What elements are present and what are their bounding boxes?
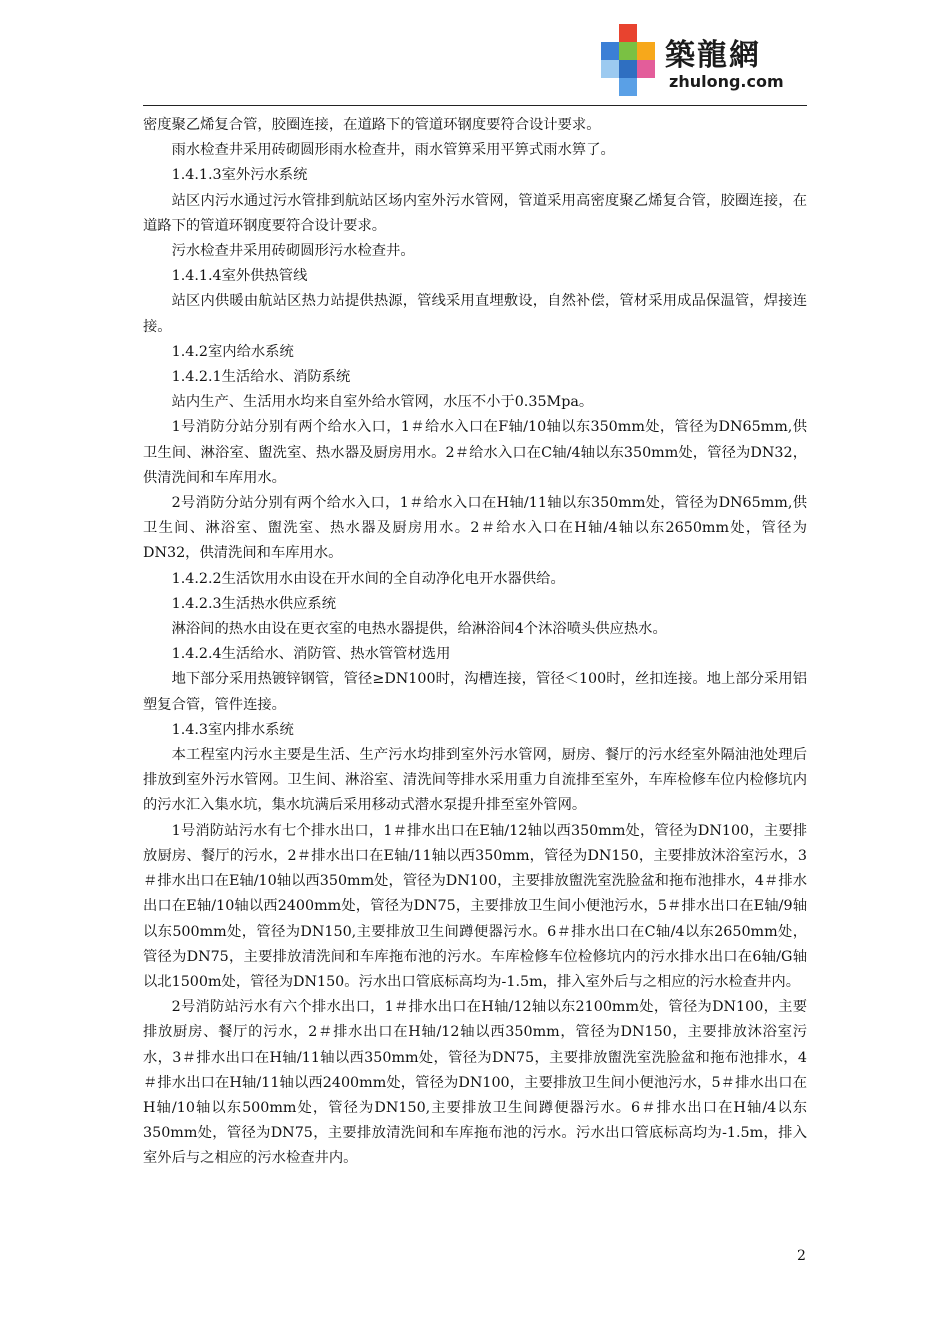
- paragraph: 1.4.1.4室外供热管线: [171, 268, 308, 285]
- paragraph: 淋浴间的热水由设在更衣室的电热水器提供，给淋浴间4个沐浴喷头供应热水。: [171, 621, 667, 638]
- paragraph: 1号消防分站分别有两个给水入口，1＃给水入口在F轴/10轴以东350mm处，管径为DN65mm,供卫生间、淋浴室、盥洗室、热水器及厨房用水。2＃给水入口在C轴/4轴以东350mm处，管径为DN32，供清洗间和车库用水。: [143, 419, 807, 486]
- paragraph: 2号消防分站分别有两个给水入口，1＃给水入口在H轴/11轴以东350mm处，管径为DN65mm,供卫生间、淋浴室、盥洗室、热水器及厨房用水。2＃给水入口在H轴/4轴以东2650mm处，管径为DN32，供清洗间和车库用水。: [143, 495, 807, 562]
- paragraph: 污水检查井采用砖砌圆形污水检查井。: [171, 243, 415, 260]
- document-body: [143, 113, 807, 1172]
- paragraph: 1.4.2.3生活热水供应系统: [171, 595, 336, 612]
- header-divider: [143, 105, 807, 106]
- paragraph: 2号消防站污水有六个排水出口，1＃排水出口在H轴/12轴以东2100mm处，管径为DN100，主要排放厨房、餐厅的污水，2＃排水出口在H轴/12轴以西350mm，管径为DN150，主要排放沐浴室污水，3＃排水出口在H轴/11轴以西350mm处，管径为DN75，主要排放盥洗室洗脸盆和拖布池排水，4＃排水出口在H轴/11轴以西2400mm处，管径为DN100，主要排放卫生间小便池污水，5＃排水出口在H轴/10轴以东500mm处，管径为DN150,主要排放卫生间蹲便器污水。6＃排水出口在H轴/4以东350mm处，管径为DN75，主要排放清洗间和车库拖布池的污水。污水出口管底标高均为-1.5m，排入室外后与之相应的污水检查井内。: [143, 999, 807, 1167]
- paragraph: 1号消防站污水有七个排水出口，1＃排水出口在E轴/12轴以西350mm处，管径为DN100，主要排放厨房、餐厅的污水，2＃排水出口在E轴/11轴以西350mm，管径为DN150，主要排放沐浴室污水，3＃排水出口在E轴/10轴以西350mm处，管径为DN100，主要排放盥洗室洗脸盆和拖布池排水，4＃排水出口在E轴/10轴以西2400mm处，管径为DN75，主要排放卫生间小便池污水，5＃排水出口在E轴/9轴以东500mm处，管径为DN150,主要排放卫生间蹲便器污水。6＃排水出口在C轴/4以东2650mm处，管径为DN75，主要排放清洗间和车库拖布池的污水。车库检修车位检修坑内的污水排水出口在6轴/G轴以北1500m处，管径为DN150。污水出口管底标高均为-1.5m，排入室外后与之相应的污水检查井内。: [143, 822, 807, 990]
- brand-url: zhulong.com: [669, 72, 784, 91]
- paragraph: 1.4.2.4生活给水、消防管、热水管管材选用: [171, 646, 451, 663]
- paragraph: 密度聚乙烯复合管，胶圈连接，在道路下的管道环钢度要符合设计要求。: [143, 117, 601, 133]
- paragraph: 雨水检查井采用砖砌圆形雨水检查井，雨水管箅采用平箅式雨水箅了。: [171, 142, 615, 159]
- paragraph: 站内生产、生活用水均来自室外给水管网，水压不小于0.35Mpa。: [171, 394, 594, 411]
- paragraph: 1.4.1.3室外污水系统: [171, 167, 308, 184]
- cube-logo-icon: [593, 22, 673, 102]
- paragraph: 本工程室内污水主要是生活、生产污水均排到室外污水管网，厨房、餐厅的污水经室外隔油池处理后排放到室外污水管网。卫生间、淋浴室、清洗间等排水采用重力自流排至室外，车库检修车位内检修坑内的污水汇入集水坑，集水坑满后采用移动式潜水泵提升排至室外管网。: [143, 747, 807, 814]
- brand-name: 築龍網: [665, 38, 761, 73]
- paragraph: 1.4.2.2生活饮用水由设在开水间的全自动净化电开水器供给。: [171, 570, 565, 587]
- paragraph: 1.4.2室内给水系统: [171, 343, 294, 360]
- paragraph: 1.4.3室内排水系统: [171, 721, 294, 738]
- paragraph: 站区内污水通过污水管排到航站区场内室外污水管网，管道采用高密度聚乙烯复合管，胶圈连接，在道路下的管道环钢度要符合设计要求。: [143, 192, 807, 234]
- paragraph: 地下部分采用热镀锌钢管，管径≥DN100时，沟槽连接，管径＜100时，丝扣连接。地上部分采用铝塑复合管，管件连接。: [143, 671, 807, 713]
- paragraph: 站区内供暖由航站区热力站提供热源，管线采用直埋敷设，自然补偿，管材采用成品保温管，焊接连接。: [143, 293, 807, 335]
- paragraph: 1.4.2.1生活给水、消防系统: [171, 369, 351, 386]
- page-number: 2: [797, 1248, 806, 1264]
